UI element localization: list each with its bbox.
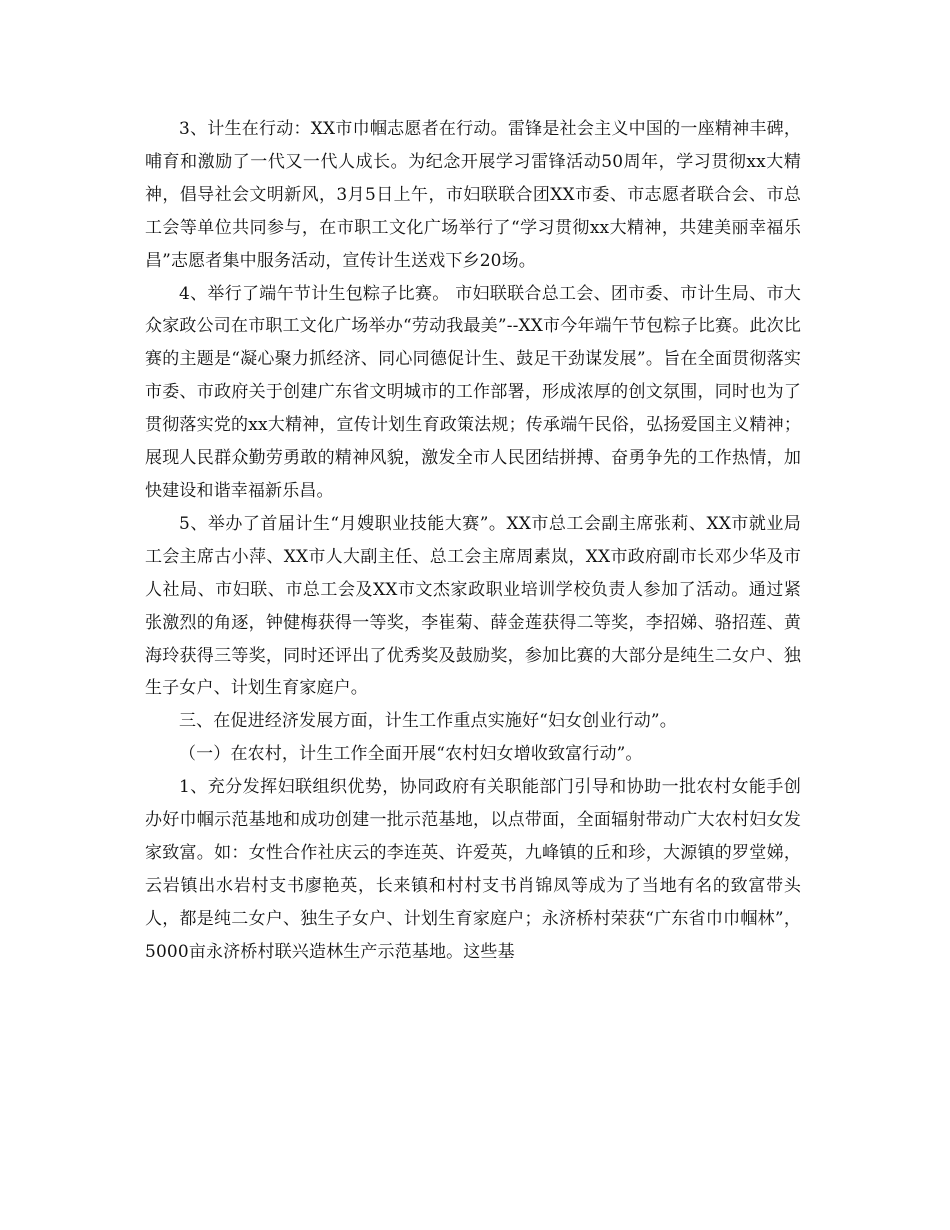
document-body	[145, 113, 801, 969]
subsection-heading-rural: （一）在农村，计生工作全面开展“农村妇女增收致富行动”。	[179, 744, 643, 765]
section-heading-economic-development: 三、在促进经济发展方面，计生工作重点实施好“妇女创业行动”。	[179, 711, 677, 732]
paragraph-maternity-skills-contest: 5、举办了首届计生“月嫂职业技能大赛”。XX市总工会副主席张莉、XX市就业局工会主席古小萍、XX市人大副主任、总工会主席周素岚，XX市政府副市长邓少华及市人社局、市妇联、市总工会及XX市文杰家政职业培训学校负责人参加了活动。通过紧张激烈的角逐，钟健梅获得一等奖，李崔菊、薛金莲获得二等奖，李招娣、骆招莲、黄海玲获得三等奖，同时还评出了优秀奖及鼓励奖，参加比赛的大部分是纯生二女户、独生子女户、计划生育家庭户。	[145, 513, 801, 699]
paragraph-dragon-boat-contest: 4、举行了端午节计生包粽子比赛。 市妇联联合总工会、团市委、市计生局、市大众家政公司在市职工文化广场举办“劳动我最美”--XX市今年端午节包粽子比赛。此次比赛的主题是“凝心聚力抓经济、同心同德促计生、鼓足干劲谋发展”。旨在全面贯彻落实市委、市政府关于创建广东省文明城市的工作部署，形成浓厚的创文氛围，同时也为了贯彻落实党的xx大精神，宣传计划生育政策法规；传承端午民俗，弘扬爱国主义精神；展现人民群众勤劳勇敢的精神风貌，激发全市人民团结拼搏、奋勇争先的工作热情，加快建设和谐幸福新乐昌。	[145, 283, 801, 501]
paragraph-volunteer-action: 3、计生在行动：XX市巾帼志愿者在行动。雷锋是社会主义中国的一座精神丰碑，哺育和激励了一代又一代人成长。为纪念开展学习雷锋活动50周年，学习贯彻xx大精神，倡导社会文明新风，3月5日上午，市妇联联合团XX市委、市志愿者联合会、市总工会等单位共同参与，在市职工文化广场举行了“学习贯彻xx大精神，共建美丽幸福乐昌”志愿者集中服务活动，宣传计生送戏下乡20场。	[145, 119, 801, 271]
paragraph-womens-federation-advantage: 1、充分发挥妇联组织优势，协同政府有关职能部门引导和协助一批农村女能手创办好巾帼示范基地和成功创建一批示范基地，以点带面，全面辐射带动广大农村妇女发家致富。如：女性合作社庆云的李连英、许爱英，九峰镇的丘和珍，大源镇的罗堂娣，云岩镇出水岩村支书廖艳英，长来镇和村村支书肖锦凤等成为了当地有名的致富带头人，都是纯二女户、独生子女户、计划生育家庭户；永济桥村荣获“广东省巾巾帼林”，5000亩永济桥村联兴造林生产示范基地。这些基	[145, 777, 801, 962]
